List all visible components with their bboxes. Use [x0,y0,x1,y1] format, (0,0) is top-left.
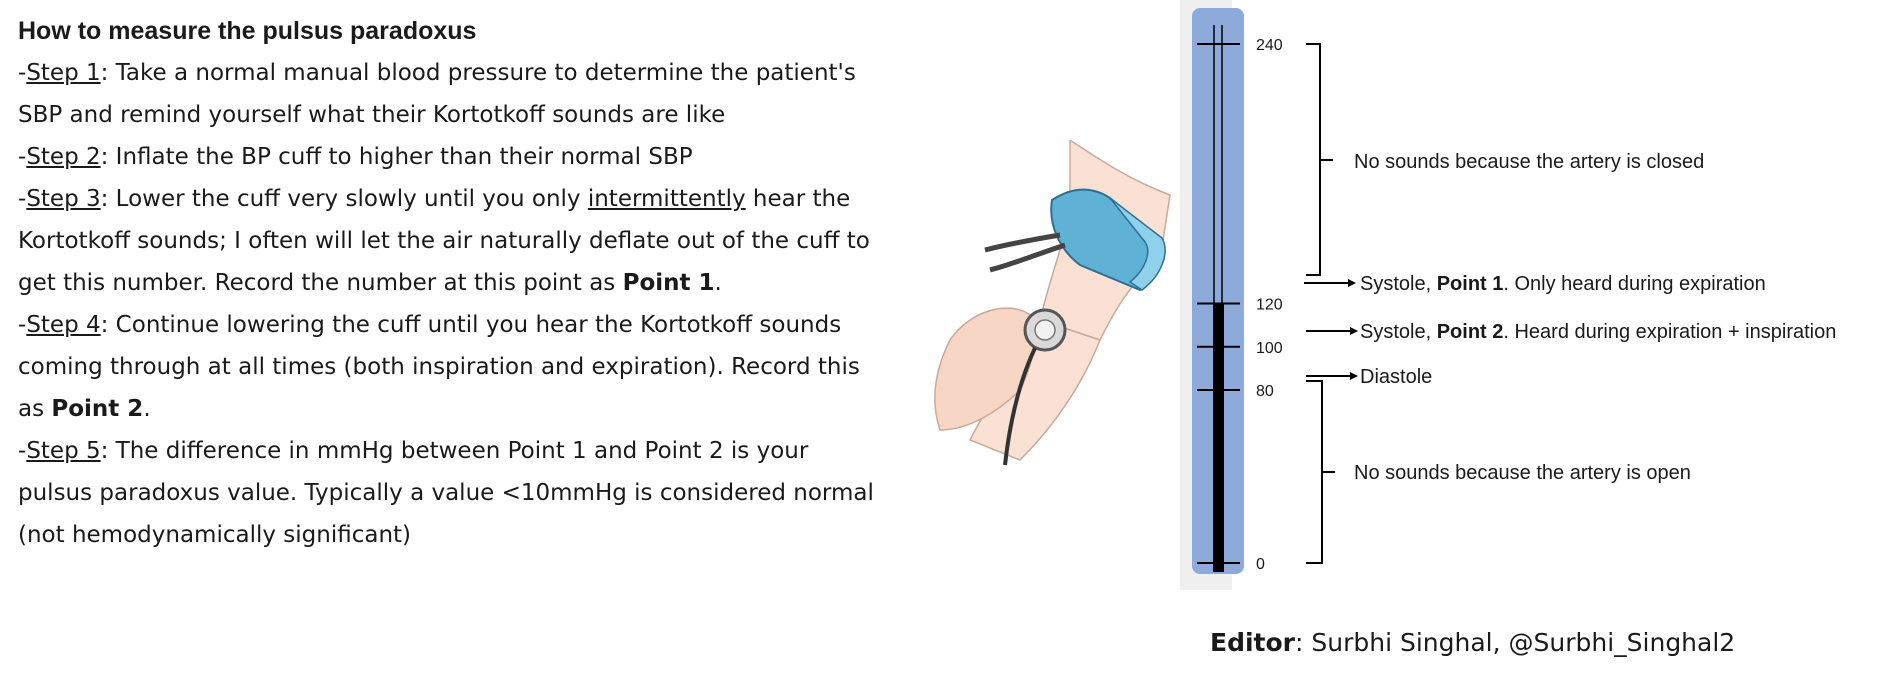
editor-label: Editor [1210,628,1295,657]
tick-label-80: 80 [1256,383,1274,400]
step-3-text-c: get this number. Record the number at this point as [18,270,623,296]
no-sounds-open-label: No sounds because the artery is open [1354,462,1691,484]
systole-p2-prefix: Systole, [1360,321,1437,343]
step-3-text-a: : Lower the cuff very slowly until you only [100,186,588,212]
step-5-label: Step 5 [26,438,101,464]
systole-point-2-label [1360,321,1836,343]
step-1-prefix: - [18,60,27,86]
systole-p1-prefix: Systole, [1360,273,1437,295]
tick-label-100: 100 [1256,339,1283,357]
step-5-line-2: pulsus paradoxus value. Typically a value <10mmHg is considered normal [18,480,874,506]
step-4-label: Step 4 [26,312,101,338]
editor-credit [1210,628,1735,657]
step-1-text-a: : Take a normal manual blood pressure to determine the patient's [100,60,856,86]
step-4-line-2: coming through at all times (both inspiration and expiration). Record this [18,354,860,380]
scale-ticks [1197,37,1283,573]
systole-p1-suffix: . Only heard during expiration [1503,273,1766,295]
step-5-line-3: (not hemodynamically significant) [18,522,412,548]
tube-gauge-lines [1213,25,1224,572]
step-4-text-c: as [18,396,52,422]
editor-text: : Surbhi Singhal, @Surbhi_Singhal2 [1295,628,1736,657]
step-3-line-2: Kortotkoff sounds; I often will let the air naturally deflate out of the cuff to [18,228,870,254]
step-5-text-a: : The difference in mmHg between Point 1 and Point 2 is your [100,438,809,464]
diastole-label: Diastole [1360,366,1433,388]
arrow-diastole [1306,372,1358,380]
mercury-column [1213,304,1224,573]
systole-point-1-label [1360,273,1766,295]
no-sounds-closed-label: No sounds because the artery is closed [1354,151,1705,173]
step-4-end: . [143,396,151,422]
tick-label-0: 0 [1256,556,1265,573]
step-4-point-2: Point 2 [51,396,144,422]
systole-p1-bold: Point 1 [1436,273,1504,295]
step-4-prefix: - [18,312,27,338]
step-2-prefix: - [18,144,27,170]
step-4-text-a: : Continue lowering the cuff until you hear the Kortotkoff sounds [100,312,842,338]
step-3-emphasis: intermittently [587,186,746,212]
bracket-open [1306,381,1322,563]
bracket-closed [1306,44,1320,275]
tick-label-120: 120 [1256,296,1283,314]
step-3-label: Step 3 [26,186,101,212]
systole-p2-suffix: . Heard during expiration + inspiration [1503,321,1837,343]
annotations [1304,44,1836,563]
systole-p2-bold: Point 2 [1436,321,1504,343]
step-3-end: . [714,270,722,296]
step-3-text-a2: hear the [745,186,851,212]
step-2-label: Step 2 [26,144,101,170]
step-2-text: : Inflate the BP cuff to higher than their normal SBP [100,144,693,170]
arrow-point-1 [1304,279,1356,287]
page-title: How to measure the pulsus paradoxus [18,17,477,45]
step-3-point-1: Point 1 [622,270,715,296]
arrow-point-2 [1306,327,1358,335]
step-1-line-2: SBP and remind yourself what their Kortotkoff sounds are like [18,102,726,128]
step-3-prefix: - [18,186,27,212]
tick-label-240: 240 [1256,37,1283,54]
step-5-prefix: - [18,438,27,464]
step-1-label: Step 1 [26,60,101,86]
